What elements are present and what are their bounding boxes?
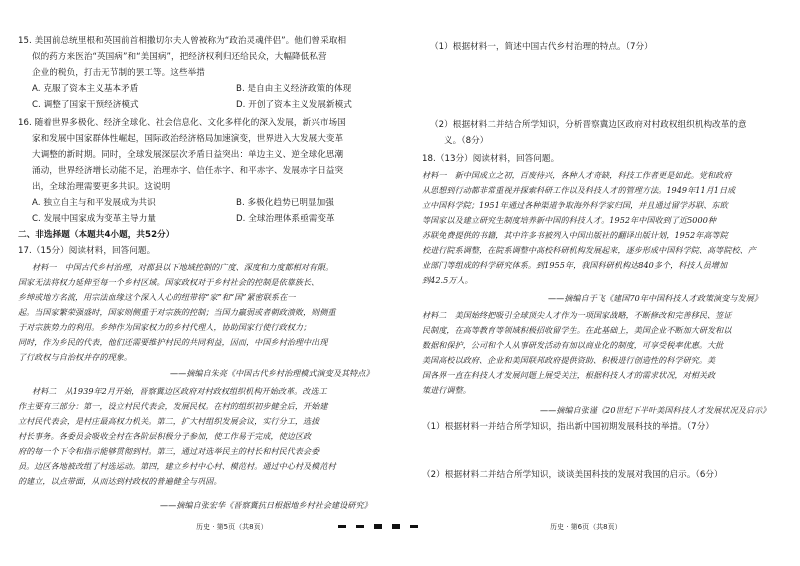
q17-material1-line: 起。当国家繁荣强盛时，国家则侧重于对宗族的控制；当国力羸弱或者朝政溃败，则侧重 <box>18 307 336 317</box>
q16-stem-line: 涌动，世界经济增长动能不足，治理赤字、信任赤字、和平赤字、发展赤字日益突 <box>32 166 344 176</box>
q18-subquestion-1: （1）根据材料一并结合所学知识，指出新中国初期发展科技的举措。（7分） <box>422 422 714 432</box>
q18-material2-line: 美国高校以政府、企业和美国联邦政府提供资助、积极进行创造性的科学研究。美 <box>422 355 716 365</box>
q16-stem-line: 家和发展中国家群体性崛起，国际政治经济格局加速演变，世界进入大发展大变革 <box>32 134 344 144</box>
q18-material2-line: 材料二 美国始终把吸引全球顶尖人才作为一项国家战略，不断修改和完善移民、签证 <box>422 310 732 320</box>
q17-material1-line: 了行政权与自治权并存的现象。 <box>18 352 133 362</box>
q16-stem-line: 16. 随着世界多极化、经济全球化、社会信息化、文化多样化的深入发展，新兴市场国 <box>18 118 346 128</box>
q17-subquestion-2-line: （2）根据材料二并结合所学知识，分析晋察冀边区政府对村政权组织机构改革的意 <box>430 120 747 130</box>
q18-material1-line: 等国家以及建立研究生制度培养新中国的科技人才。1952年中国收到了近5000种 <box>422 215 717 225</box>
q18-material1-line: 从思想到行动都非常重视并探索科研工作以及科技人才的管理方法。1949年11月1日成 <box>422 185 736 195</box>
q18-material1-source: ——摘编自于飞《建国70年中国科技人才政策演变与发展》 <box>548 293 762 303</box>
q18-material2-line: 民制度，在高等教育等领域积极招收留学生。在此基础上，美国企业不断加大研发和以 <box>422 325 732 335</box>
registration-mark <box>374 524 382 529</box>
q16-stem-line: 大调整的新时期。同时，全球发展深层次矛盾日益突出：单边主义、逆全球化思潮 <box>32 150 344 160</box>
q15-stem-line: 企业的税负，打击无节制的罢工等。这些举措 <box>32 68 205 78</box>
q18-material1-line: 到42.5万人。 <box>422 275 473 285</box>
q17-material2-line: 材料二 从1939年2月开始，晋察冀边区政府对村政权组织机构开始改革。改选工 <box>32 386 327 396</box>
q17-material1-line: 同时，作为乡民的代表，他们还需要维护村民的共同利益，因而，中国乡村治理中出现 <box>18 337 328 347</box>
section-heading-non-choice: 二、非选择题（本题共4小题，共52分） <box>18 230 175 240</box>
q17-material2-line: 立村民代表会，是村庄最高权力机关。第二，扩大村组织发展会议，实行分工，选拔 <box>18 416 320 426</box>
q18-subquestion-2: （2）根据材料二并结合所学知识，谈谈美国科技的发展对我国的启示。（6分） <box>422 470 723 480</box>
q18-heading: 18.（13分）阅读材料，回答问题。 <box>422 154 560 164</box>
q17-material2-source: ——摘编自张宏华《晋察冀抗日根据地乡村社会建设研究》 <box>160 500 372 510</box>
q17-heading: 17.（15分）阅读材料，回答问题。 <box>18 246 156 256</box>
q15-option-d[interactable]: D. 开创了资本主义发展新模式 <box>236 100 352 110</box>
q18-material1-line: 材料一 新中国成立之初，百废待兴，各种人才奇缺，科技工作者更是如此。党和政府 <box>422 170 732 180</box>
q17-subquestion-1: （1）根据材料一，简述中国古代乡村治理的特点。（7分） <box>430 42 653 52</box>
q18-material2-source: ——摘编自张谨《20世纪下半叶美国科技人才发展状况及启示》 <box>540 405 771 415</box>
page-footer-left: 历史 · 第5页（共8页） <box>196 523 268 531</box>
q16-option-d[interactable]: D. 全球治理体系亟需变革 <box>236 214 335 224</box>
q17-material2-line: 村长事务。各委员会吸收全村在各阶层积极分子参加，使工作易于完成，使边区政 <box>18 431 312 441</box>
q17-material1-line: 于对宗族势力的利用。乡绅作为国家权力的乡村代理人，协助国家行使行政权力； <box>18 322 312 332</box>
q17-material1-line: 乡绅或地方名流，用宗法血缘这个深入人心的纽带将“家”和“国”紧密联系在一 <box>18 292 296 302</box>
q17-material1-line: 材料一 中国古代乡村治理，对郡县以下地域控制的广度、深度和力度都相对有限。 <box>32 262 334 272</box>
registration-mark <box>392 524 400 529</box>
q17-material2-line: 的建立，以点带面，从而达到村政权的普遍健全与巩固。 <box>18 476 222 486</box>
q18-material1-line: 业部门等组成的科学研究体系。到1955年，我国科研机构达840多个，科技人员增加 <box>422 260 728 270</box>
q16-stem-line: 出，全球治理需要更多共识。这说明 <box>32 182 171 192</box>
q16-option-a[interactable]: A. 独立自主与和平发展成为共识 <box>32 198 156 208</box>
page-footer-right: 历史 · 第6页（共8页） <box>550 523 622 531</box>
q18-material1-line: 立中国科学院；1951年通过各种渠道争取海外科学家归国，并且通过留学苏联、东欧 <box>422 200 728 210</box>
q15-option-c[interactable]: C. 调整了国家干预经济模式 <box>32 100 139 110</box>
q18-material2-line: 策进行调整。 <box>422 385 471 395</box>
q15-option-b[interactable]: B. 是自由主义经济政策的体现 <box>236 84 352 94</box>
q17-material2-line: 作主要有三部分：第一，设立村民代表会，发展民权。在村的组织初步健全后，开始建 <box>18 401 328 411</box>
q18-material2-line: 国各界一直在科技人才发展问题上展受关注，根据科技人才的需求状况，对相关政 <box>422 370 716 380</box>
q17-material2-line: 员。边区各地被改组了村选运动。第四，建立乡村中心村、模范村。通过中心村及模范村 <box>18 461 336 471</box>
q16-option-c[interactable]: C. 发展中国家成为变革主导力量 <box>32 214 156 224</box>
q15-stem-line: 似的药方来医治“英国病”和“美国病”，把经济权利归还给民众，大幅降低私营 <box>32 52 327 62</box>
q17-material1-source: ——摘编自朱亮《中国古代乡村治理模式演变及其特点》 <box>170 368 374 378</box>
q16-option-b[interactable]: B. 多极化趋势已明显加强 <box>236 198 334 208</box>
q15-option-a[interactable]: A. 克服了资本主义基本矛盾 <box>32 84 139 94</box>
q15-stem-line: 15. 美国前总统里根和英国前首相撒切尔夫人曾被称为“政治灵魂伴侣”。他们曾采取相 <box>18 36 347 46</box>
q17-material1-line: 国家无法将权力延伸至每一个乡村区域。国家政权对于乡村社会的控制是依靠族长、 <box>18 277 320 287</box>
right-page <box>400 0 800 566</box>
q18-material2-line: 数据和保护，公司和个人从事研发活动有加以商业化的制度，可享受税率优惠。大批 <box>422 340 724 350</box>
registration-mark <box>338 525 346 528</box>
q17-subquestion-2-line: 义。（8分） <box>444 136 489 146</box>
registration-mark <box>356 525 364 528</box>
q18-material1-line: 校进行院系调整，在院系调整中高校科研机构发展起来，逐步形成中国科学院、高等院校、产 <box>422 245 756 255</box>
q17-material2-line: 府的每一个下令和指示能够贯彻到村。第三，通过对选举民主的村长和村民代表会委 <box>18 446 320 456</box>
q18-material1-line: 苏联免费提供的书籍，其中许多书被列入中国出版社的翻译出版计划，1952年高等院 <box>422 230 728 240</box>
